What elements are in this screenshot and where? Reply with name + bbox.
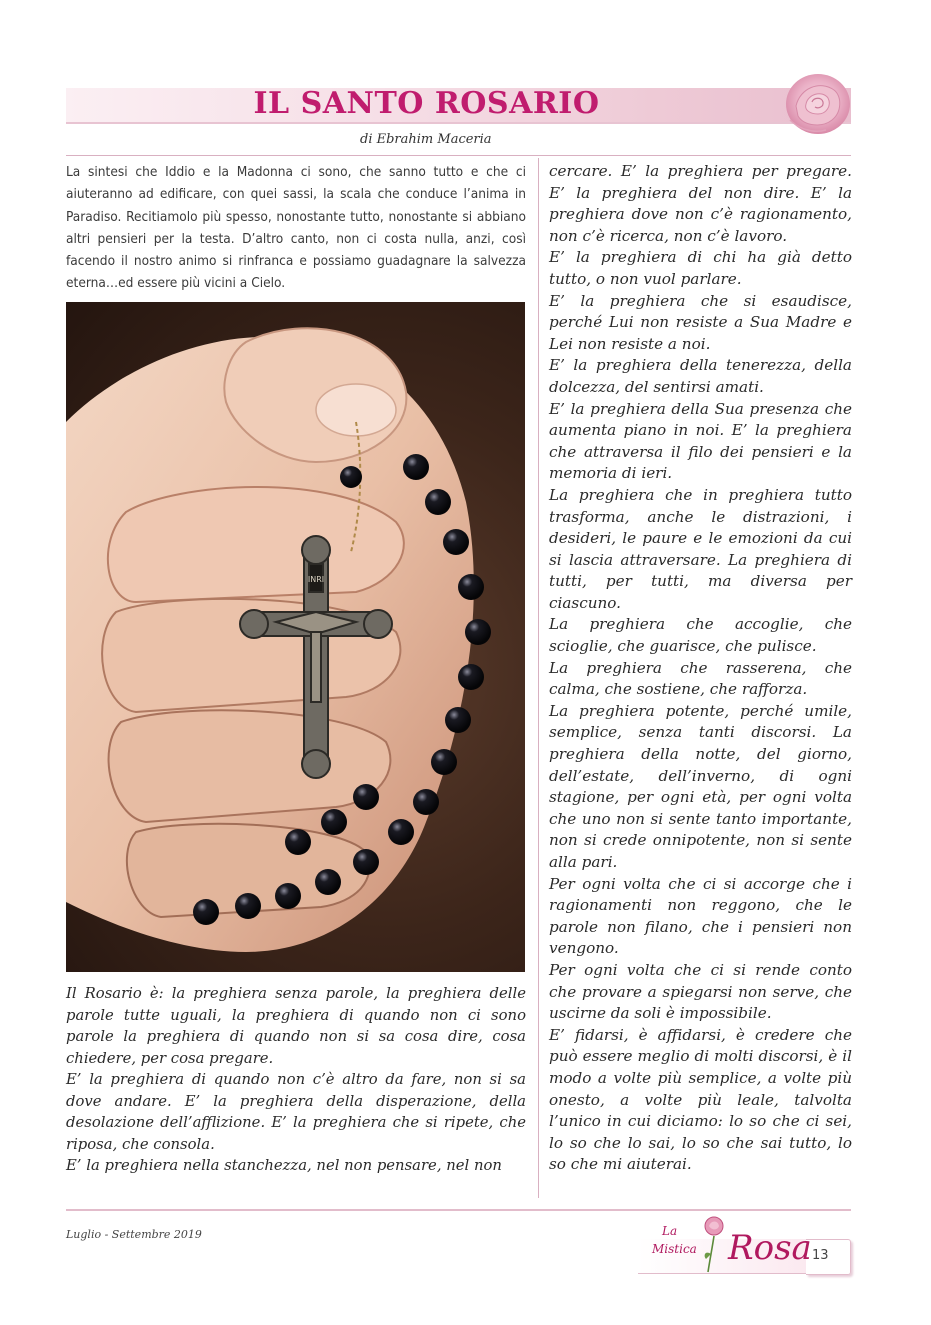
- paragraph: La preghiera che rasserena, che calma, che sostiene, che rafforza.: [549, 658, 852, 699]
- column-divider: [538, 158, 539, 1198]
- rosary-photo: [66, 302, 525, 972]
- page-title: IL SANTO ROSARIO: [253, 86, 600, 121]
- inri-label: INRI: [307, 575, 325, 584]
- paragraph: Il Rosario è: la preghiera senza parole, la preghiera delle parole tutte uguali, la preghiera di quando non ci sono parole la preghiera di quando non si sa cosa dire, cosa chiedere, per cosa pregare.: [66, 985, 526, 1067]
- logo-mistica: Mistica: [652, 1242, 697, 1256]
- logo-rosa: Rosa: [728, 1228, 812, 1268]
- paragraph: Per ogni volta che ci si accorge che i ragionamenti non reggono, che le parole non filano, che i pensieri non vengono.: [549, 874, 852, 958]
- right-column-text: [549, 161, 852, 1176]
- paragraph: E’ la preghiera di chi ha già detto tutto, o non vuol parlare.: [549, 248, 852, 288]
- rose-icon: [782, 70, 852, 138]
- divider: [66, 155, 851, 156]
- paragraph: E’ fidarsi, è affidarsi, è credere che può essere meglio di molti discorsi, è il modo a volte più semplice, a volte più onesto, a volte più leale, talvolta l’unico in cui diciamo: lo so che ci sei, lo so che lo sai, lo so che sai tutto, lo so che mi aiuterai.: [549, 1025, 852, 1174]
- paragraph: Per ogni volta che ci si rende conto che provare a spiegarsi non serve, che uscirne da soli è impossibile.: [549, 960, 852, 1023]
- logo-la: La: [662, 1224, 678, 1238]
- page-number: 13: [812, 1248, 829, 1263]
- paragraph: E’ la preghiera della Sua presenza che aumenta piano in noi. E’ la preghiera che attraversa il filo dei pensieri e la memoria di ieri.: [549, 399, 852, 483]
- intro-paragraph: La sintesi che Iddio e la Madonna ci sono, che sanno tutto e che ci aiuteranno ad edificare, con quei sassi, la scala che conduce l’anima in Paradiso. Recitiamolo più spesso, nonostante tutto, nonostante si abbiano altri pensieri per la testa. D’altro canto, non ci costa nulla, anzi, così facendo il nostro animo si rinfranca e possiamo guadagnare la salvezza eterna…ed essere più vicini a Cielo.: [66, 164, 526, 292]
- paragraph: E’ la preghiera di quando non c’è altro da fare, non si sa dove andare. E’ la preghiera della disperazione, della desolazione dell’afflizione. E’ la preghiera che si ripete, che riposa, che consola.: [66, 1071, 526, 1153]
- author-byline: di Ebrahim Maceria: [360, 132, 492, 147]
- paragraph: La preghiera che accoglie, che scioglie, che guarisce, che pulisce.: [549, 615, 852, 656]
- paragraph: E’ la preghiera che si esaudisce, perché Lui non resiste a Sua Madre e Lei non resiste a noi.: [549, 291, 852, 353]
- paragraph: La preghiera che in preghiera tutto trasforma, anche le distrazioni, i desideri, le paure e le emozioni da cui si lascia attraversare. La preghiera di tutti, per tutti, ma diversa per ciascuno.: [549, 485, 852, 612]
- footer-divider: [66, 1209, 851, 1211]
- issue-date: Luglio - Settembre 2019: [66, 1228, 202, 1241]
- paragraph: cercare. E’ la preghiera per pregare. E’ la preghiera del non dire. E’ la preghiera dove non c’è ragionamento, non c’è ricerca, non c’è lavoro.: [549, 162, 852, 245]
- paragraph: E’ la preghiera della tenerezza, della dolcezza, del sentirsi amati.: [549, 356, 852, 396]
- paragraph: La preghiera potente, perché umile, semplice, senza tanti discorsi. La preghiera della notte, del giorno, dell’estate, dell’inverno, di ogni stagione, per ogni età, per ogni volta che uno non si sente tanto importante, non si crede onnipotente, non si sente alla pari.: [549, 701, 852, 871]
- paragraph: E’ la preghiera nella stanchezza, nel non pensare, nel non: [66, 1157, 502, 1174]
- left-column-text: [66, 983, 526, 1177]
- flower-logo-icon: [700, 1214, 728, 1274]
- hand-holding-rosary-illustration: [66, 302, 525, 972]
